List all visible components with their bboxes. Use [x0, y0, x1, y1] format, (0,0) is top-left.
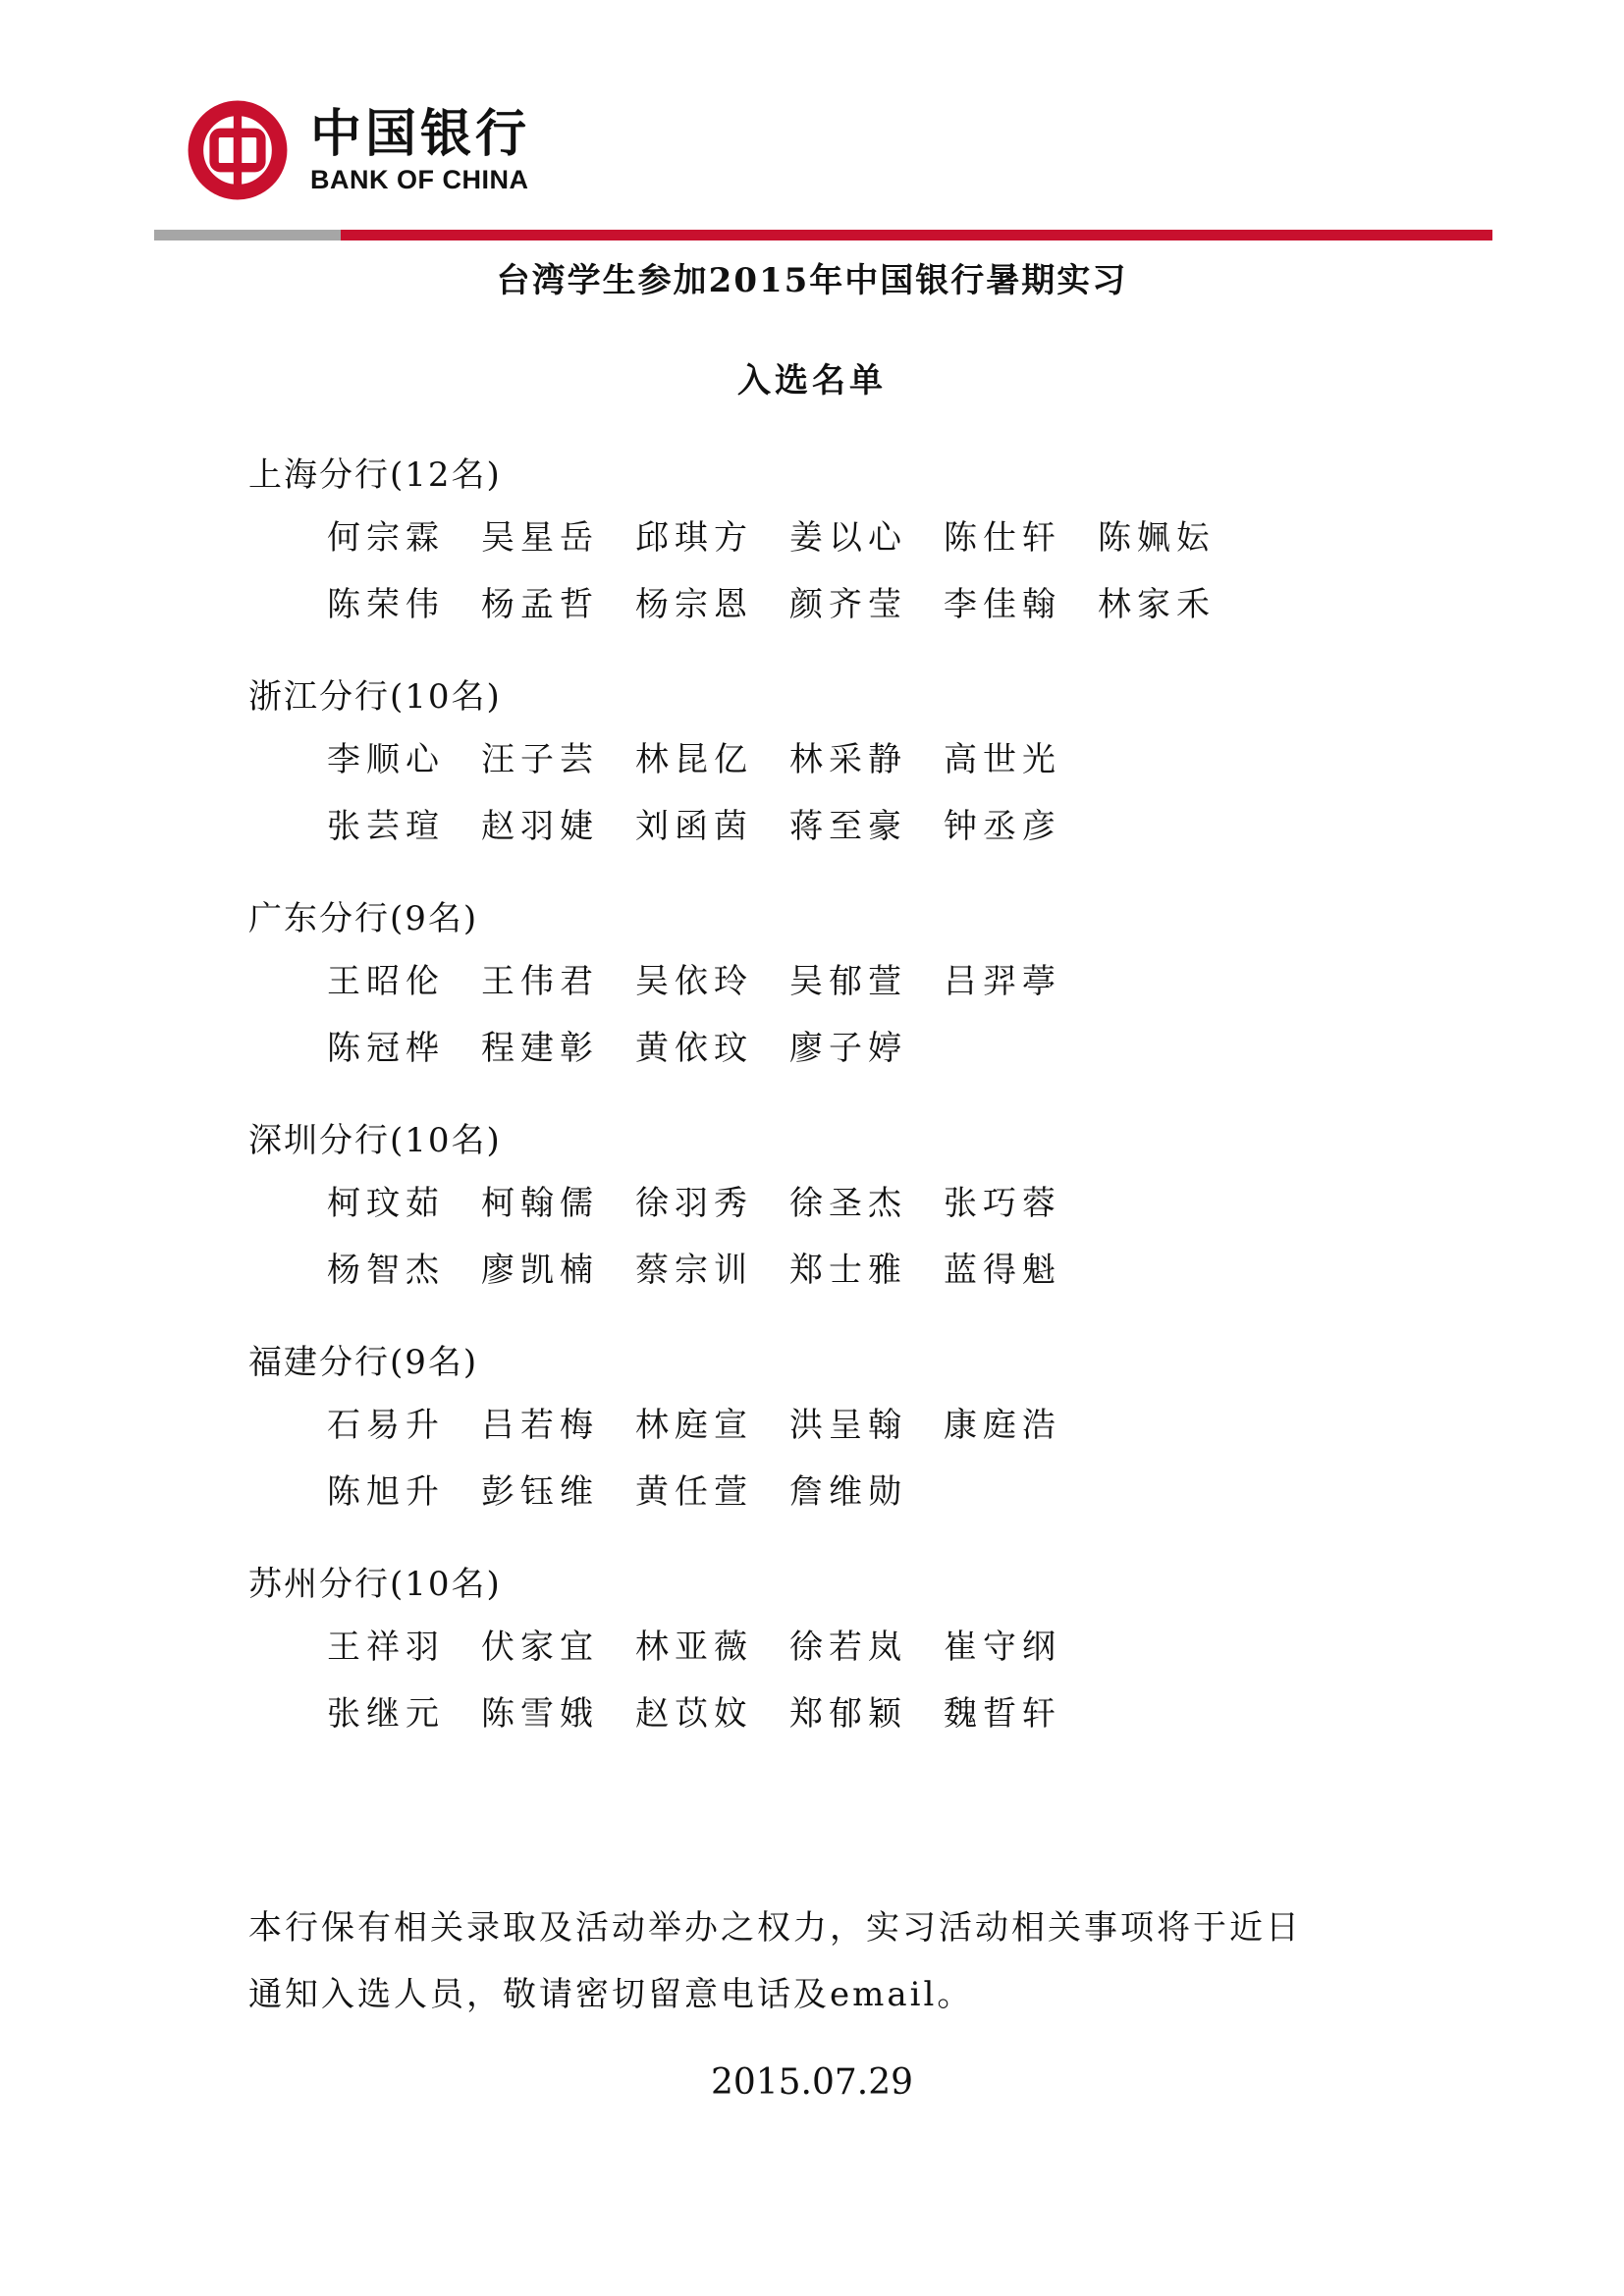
selected-name: 何宗霖	[327, 517, 445, 558]
name-row	[327, 501, 1427, 567]
selected-name: 彭钰维	[481, 1471, 599, 1512]
selected-name: 洪呈翰	[789, 1405, 907, 1445]
name-row	[327, 944, 1427, 1011]
letterhead	[187, 96, 530, 204]
selected-name: 陈雪娥	[481, 1693, 599, 1734]
name-row	[327, 1455, 1427, 1522]
selected-name: 吕若梅	[481, 1405, 599, 1445]
branch-heading: 浙江分行(10名)	[248, 677, 502, 717]
selected-name: 魏晢轩	[944, 1693, 1061, 1734]
name-row	[327, 1610, 1427, 1677]
logo-english-name: BANK OF CHINA	[310, 165, 529, 194]
selected-name: 廖凯楠	[481, 1250, 599, 1290]
selected-name: 张巧蓉	[944, 1183, 1061, 1223]
notice-line: 本行保有相关录取及活动举办之权力，实习活动相关事项将于近日	[248, 1908, 1302, 1948]
selected-name: 杨智杰	[327, 1250, 445, 1290]
selected-name: 徐若岚	[789, 1627, 907, 1667]
logo-text	[310, 105, 530, 195]
selected-name: 赵羽婕	[481, 806, 599, 846]
branch-heading: 上海分行(12名)	[248, 455, 502, 495]
logo-chinese-name: 中国银行	[310, 104, 531, 164]
branch-section	[248, 1559, 1427, 1743]
selected-name: 吴依玲	[635, 961, 753, 1001]
selected-name: 钟丞彦	[944, 806, 1061, 846]
selected-name: 杨宗恩	[635, 584, 753, 624]
name-row	[327, 722, 1427, 789]
selected-name: 柯翰儒	[481, 1183, 599, 1223]
document-subtitle: 入选名单	[737, 361, 887, 400]
name-row	[327, 567, 1427, 634]
notice-line: 通知入选人员，敬请密切留意电话及email。	[248, 1975, 974, 2014]
selected-name: 徐羽秀	[635, 1183, 753, 1223]
selected-name: 姜以心	[789, 517, 907, 558]
selected-name: 陈姵妘	[1098, 517, 1216, 558]
selected-name: 张继元	[327, 1693, 445, 1734]
selected-name: 林昆亿	[635, 739, 753, 779]
selected-name: 郑郁颖	[789, 1693, 907, 1734]
selected-name: 张芸瑄	[327, 806, 445, 846]
selected-name: 林采静	[789, 739, 907, 779]
selected-name: 赵苡妏	[635, 1693, 753, 1734]
header-rule-red	[341, 230, 1492, 240]
selected-name: 吴郁萱	[789, 961, 907, 1001]
selected-name: 黄任萱	[635, 1471, 753, 1512]
name-row	[327, 789, 1427, 856]
selected-name: 林亚薇	[635, 1627, 753, 1667]
name-row	[327, 1233, 1427, 1300]
branch-heading: 苏州分行(10名)	[248, 1565, 502, 1604]
branch-section	[248, 893, 1427, 1078]
selected-name: 刘函茵	[635, 806, 753, 846]
branch-heading: 深圳分行(10名)	[248, 1121, 502, 1160]
selected-name: 郑士雅	[789, 1250, 907, 1290]
selected-name: 陈仕轩	[944, 517, 1061, 558]
notice-paragraph	[248, 1895, 1378, 2028]
name-row	[327, 1011, 1427, 1078]
selected-name: 柯玟茹	[327, 1183, 445, 1223]
branch-section	[248, 1115, 1427, 1300]
branch-list	[248, 450, 1427, 1781]
bank-of-china-logo-icon	[187, 99, 289, 201]
selected-name: 李顺心	[327, 739, 445, 779]
selected-name: 蓝得魁	[944, 1250, 1061, 1290]
selected-name: 林家禾	[1098, 584, 1216, 624]
selected-name: 崔守纲	[944, 1627, 1061, 1667]
branch-section	[248, 1337, 1427, 1522]
selected-name: 李佳翰	[944, 584, 1061, 624]
selected-name: 黄依玟	[635, 1028, 753, 1068]
header-rule-gray	[154, 230, 341, 240]
selected-name: 陈旭升	[327, 1471, 445, 1512]
selected-name: 颜齐莹	[789, 584, 907, 624]
branch-heading: 广东分行(9名)	[248, 899, 479, 938]
selected-name: 陈冠桦	[327, 1028, 445, 1068]
selected-name: 蔡宗训	[635, 1250, 753, 1290]
selected-name: 吴星岳	[481, 517, 599, 558]
selected-name: 陈荣伟	[327, 584, 445, 624]
selected-name: 高世光	[944, 739, 1061, 779]
document-title: 台湾学生参加2015年中国银行暑期实习	[496, 261, 1128, 300]
selected-name: 杨孟哲	[481, 584, 599, 624]
selected-name: 邱琪方	[635, 517, 753, 558]
name-row	[327, 1166, 1427, 1233]
name-row	[327, 1388, 1427, 1455]
selected-name: 石易升	[327, 1405, 445, 1445]
selected-name: 伏家宜	[481, 1627, 599, 1667]
selected-name: 王伟君	[481, 961, 599, 1001]
selected-name: 蒋至豪	[789, 806, 907, 846]
branch-section	[248, 450, 1427, 634]
selected-name: 王祥羽	[327, 1627, 445, 1667]
selected-name: 林庭宣	[635, 1405, 753, 1445]
selected-name: 詹维勋	[789, 1471, 907, 1512]
name-row	[327, 1677, 1427, 1743]
selected-name: 吕羿葶	[944, 961, 1061, 1001]
selected-name: 程建彰	[481, 1028, 599, 1068]
document-date: 2015.07.29	[710, 2062, 914, 2103]
selected-name: 廖子婷	[789, 1028, 907, 1068]
selected-name: 徐圣杰	[789, 1183, 907, 1223]
selected-name: 康庭浩	[944, 1405, 1061, 1445]
selected-name: 汪子芸	[481, 739, 599, 779]
selected-name: 王昭伦	[327, 961, 445, 1001]
branch-section	[248, 671, 1427, 856]
branch-heading: 福建分行(9名)	[248, 1343, 479, 1382]
